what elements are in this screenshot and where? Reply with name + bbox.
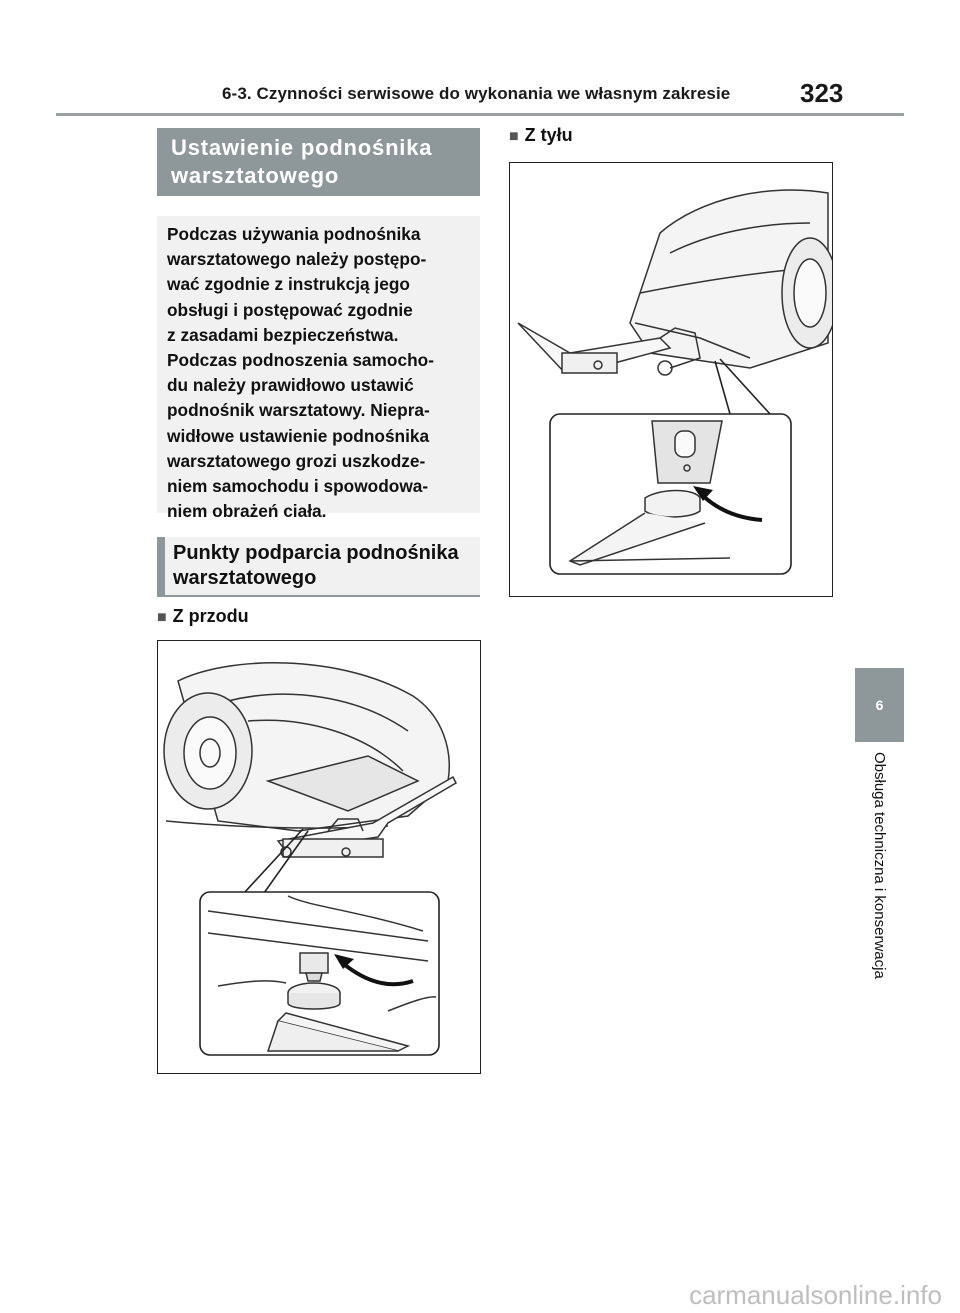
rear-label [509, 125, 573, 146]
intro-text [167, 222, 470, 524]
intro-line: z zasadami bezpieczeństwa. [167, 324, 399, 345]
front-label [157, 606, 249, 627]
intro-line: Podczas używania podnośnika [167, 224, 421, 244]
intro-line: widłowe ustawienie podnośnika [167, 425, 430, 446]
front-label-text: Z przodu [172, 606, 249, 626]
rear-label-text: Z tyłu [524, 125, 573, 145]
watermark-text: carmanualsonline.info [689, 1280, 942, 1310]
callout-line-left [244, 829, 303, 893]
front-jack-illustration [157, 640, 481, 1074]
intro-line: wać zgodnie z instrukcją jego [167, 274, 410, 295]
chapter-tab [855, 668, 904, 742]
intro-line: warsztatowego należy postępo- [167, 249, 427, 270]
section-heading-text: Ustawienie podnośnika warsztatowego [171, 135, 433, 188]
subsection-heading [157, 537, 480, 597]
subsection-heading-line2: warsztatowego [173, 567, 317, 589]
header-rule [56, 113, 904, 116]
rear-jack-drawing [510, 163, 832, 596]
intro-line: obsługi i postępować zgodnie [167, 299, 413, 320]
running-header-title: 6-3. Czynności serwisowe do wykonania we własnym zakresie [222, 84, 731, 103]
intro-line: Podczas podnoszenia samocho- [167, 350, 434, 371]
rear-jack-illustration [509, 162, 833, 597]
chapter-number: 6 [875, 697, 884, 713]
page-number: 323 [800, 78, 844, 108]
bullet-square-icon: ■ [509, 128, 519, 145]
bullet-square-icon: ■ [157, 609, 167, 626]
chapter-title-vertical: Obsługa techniczna i konserwacja [871, 752, 888, 979]
front-jack-drawing [158, 641, 480, 1073]
intro-line: niem obrażeń ciała. [167, 501, 327, 522]
intro-line: podnośnik warsztatowy. Niepra- [167, 400, 430, 421]
intro-box [157, 216, 480, 522]
intro-line: du należy prawidłowo ustawić [167, 375, 414, 396]
callout-line-left [715, 361, 730, 414]
intro-line: warsztatowego grozi uszkodze- [167, 450, 426, 471]
section-heading [157, 128, 480, 196]
intro-line: niem samochodu i spowodowa- [167, 476, 429, 497]
subsection-heading-line1: Punkty podparcia podnośnika [173, 542, 459, 564]
